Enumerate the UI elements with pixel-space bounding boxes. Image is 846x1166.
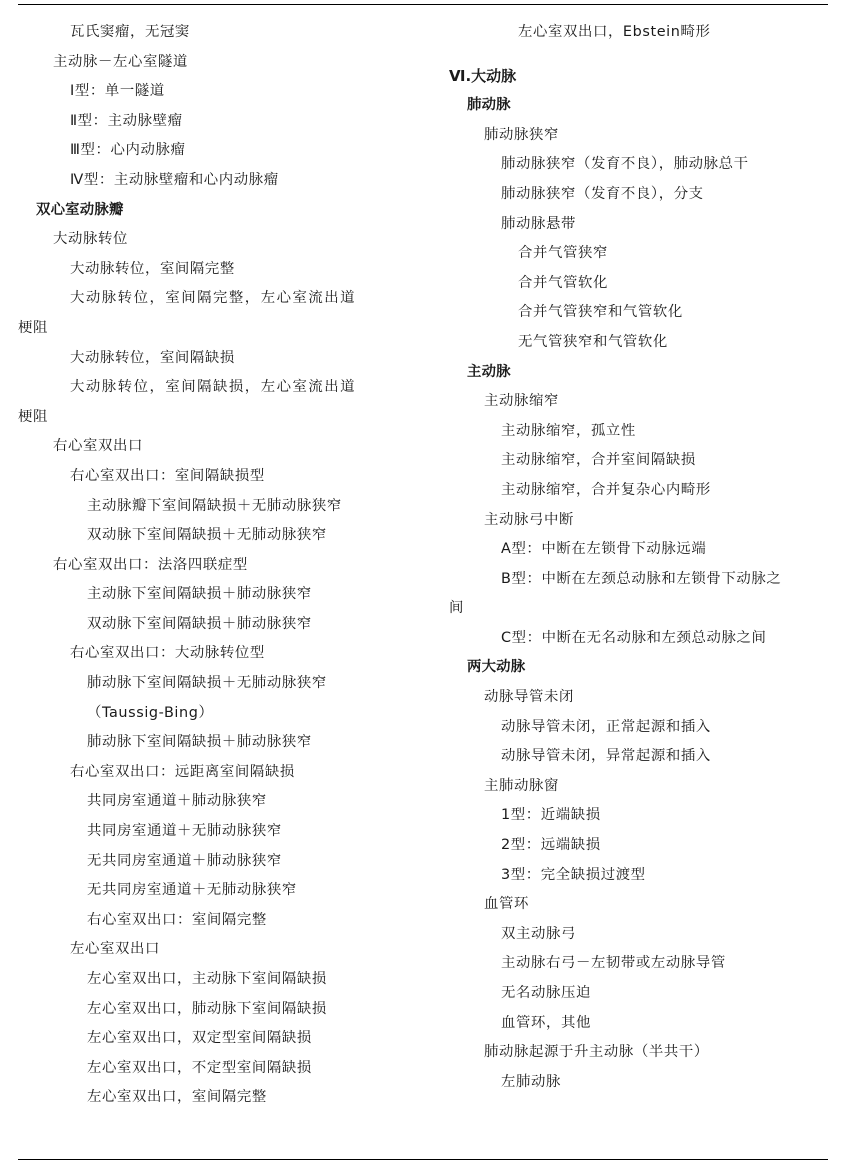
list-item: （Taussig-Bing） [87, 704, 214, 721]
list-item: 主动脉右弓－左韧带或左动脉导管 [501, 955, 726, 972]
list-item: 肺动脉狭窄 [484, 126, 559, 143]
list-item: 合并气管狭窄和气管软化 [518, 304, 683, 321]
list-item: 血管环 [484, 896, 529, 913]
section-heading: Ⅵ.大动脉 [449, 66, 517, 85]
list-item: 无共同房室通道＋无肺动脉狭窄 [87, 882, 297, 899]
list-item: C型：中断在无名动脉和左颈总动脉之间 [501, 629, 767, 646]
list-item: 共同房室通道＋无肺动脉狭窄 [87, 823, 282, 840]
category-heading: 主动脉 [467, 363, 511, 380]
list-item: 动脉导管未闭 [484, 689, 574, 706]
list-item: 大动脉转位，室间隔完整，左心室流出道 [70, 290, 357, 307]
list-item: 主动脉弓中断 [484, 511, 574, 528]
list-item: 主动脉缩窄，合并室间隔缺损 [501, 452, 696, 469]
list-item: 2型：远端缺损 [501, 837, 601, 854]
list-item: 左心室双出口，肺动脉下室间隔缺损 [87, 1000, 327, 1017]
list-item: Ⅱ型：主动脉壁瘤 [70, 112, 183, 129]
list-item: 右心室双出口：室间隔缺损型 [70, 467, 265, 484]
list-item: 双主动脉弓 [501, 925, 576, 942]
list-item: 右心室双出口 [53, 438, 143, 455]
list-item: 左心室双出口，室间隔完整 [87, 1089, 267, 1106]
list-item: 合并气管软化 [518, 274, 608, 291]
list-item: B型：中断在左颈总动脉和左锁骨下动脉之 [501, 570, 782, 587]
list-item: 右心室双出口：法洛四联症型 [53, 556, 248, 573]
list-item: 大动脉转位，室间隔缺损 [70, 349, 235, 366]
list-item: 血管环，其他 [501, 1014, 591, 1031]
list-item: 3型：完全缺损过渡型 [501, 866, 646, 883]
list-item: 无共同房室通道＋肺动脉狭窄 [87, 852, 282, 869]
list-item: 肺动脉狭窄（发育不良），分支 [501, 185, 704, 202]
list-item: 主动脉瓣下室间隔缺损＋无肺动脉狭窄 [87, 497, 342, 514]
right-column [449, 18, 833, 1097]
list-item: Ⅰ型：单一隧道 [70, 83, 165, 100]
left-column [18, 18, 402, 1113]
list-item: 左心室双出口，双定型室间隔缺损 [87, 1030, 312, 1047]
list-item: 梗阻 [18, 408, 48, 425]
top-rule [18, 4, 828, 5]
list-item: Ⅲ型：心内动脉瘤 [70, 142, 186, 159]
list-item: A型：中断在左锁骨下动脉远端 [501, 541, 707, 558]
list-item: 右心室双出口：远距离室间隔缺损 [70, 763, 295, 780]
list-item: 左心室双出口，主动脉下室间隔缺损 [87, 971, 327, 987]
list-item: 动脉导管未闭，正常起源和插入 [501, 718, 711, 735]
list-item: 双动脉下室间隔缺损＋肺动脉狭窄 [87, 615, 312, 632]
list-item: 共同房室通道＋肺动脉狭窄 [87, 793, 267, 810]
list-item: 左心室双出口，不定型室间隔缺损 [87, 1059, 312, 1076]
list-item: 大动脉转位 [53, 231, 128, 248]
list-item: 大动脉转位，室间隔缺损，左心室流出道 [70, 379, 357, 396]
list-item: 大动脉转位，室间隔完整 [70, 260, 235, 277]
list-item: Ⅳ型：主动脉壁瘤和心内动脉瘤 [70, 171, 279, 188]
list-item: 合并气管狭窄 [518, 245, 608, 262]
list-item: 肺动脉下室间隔缺损＋肺动脉狭窄 [87, 734, 312, 751]
list-item: 右心室双出口：室间隔完整 [87, 911, 267, 928]
category-heading: 双心室动脉瓣 [36, 201, 124, 218]
list-item: 主动脉缩窄 [484, 393, 559, 410]
list-item: 肺动脉狭窄（发育不良），肺动脉总干 [501, 156, 749, 173]
list-item: 瓦氏窦瘤，无冠窦 [70, 24, 190, 40]
category-heading: 两大动脉 [467, 659, 526, 676]
list-item: 左肺动脉 [501, 1073, 561, 1090]
list-item: 肺动脉起源于升主动脉（半共干） [484, 1044, 709, 1061]
list-item: 右心室双出口：大动脉转位型 [70, 645, 265, 662]
spacer [449, 48, 833, 62]
list-item: 肺动脉下室间隔缺损＋无肺动脉狭窄 [87, 675, 327, 692]
category-heading: 肺动脉 [467, 97, 511, 114]
list-item: 左心室双出口 [70, 941, 160, 958]
list-item: 主动脉下室间隔缺损＋肺动脉狭窄 [87, 586, 312, 603]
list-item: 主肺动脉窗 [484, 777, 559, 794]
list-item: 梗阻 [18, 319, 48, 336]
list-item: 无名动脉压迫 [501, 985, 591, 1001]
list-item: 肺动脉悬带 [501, 215, 576, 232]
list-item: 主动脉缩窄，合并复杂心内畸形 [501, 481, 711, 498]
list-item: 无气管狭窄和气管软化 [518, 333, 668, 350]
bottom-rule [18, 1159, 828, 1160]
list-item: 动脉导管未闭，异常起源和插入 [501, 748, 711, 765]
list-item: 1型：近端缺损 [501, 807, 601, 824]
list-item: 间 [449, 600, 464, 617]
list-item: 主动脉－左心室隧道 [53, 53, 188, 70]
list-item: 主动脉缩窄，孤立性 [501, 422, 636, 439]
list-item: 双动脉下室间隔缺损＋无肺动脉狭窄 [87, 527, 327, 544]
list-item: 左心室双出口，Ebstein畸形 [518, 24, 711, 40]
